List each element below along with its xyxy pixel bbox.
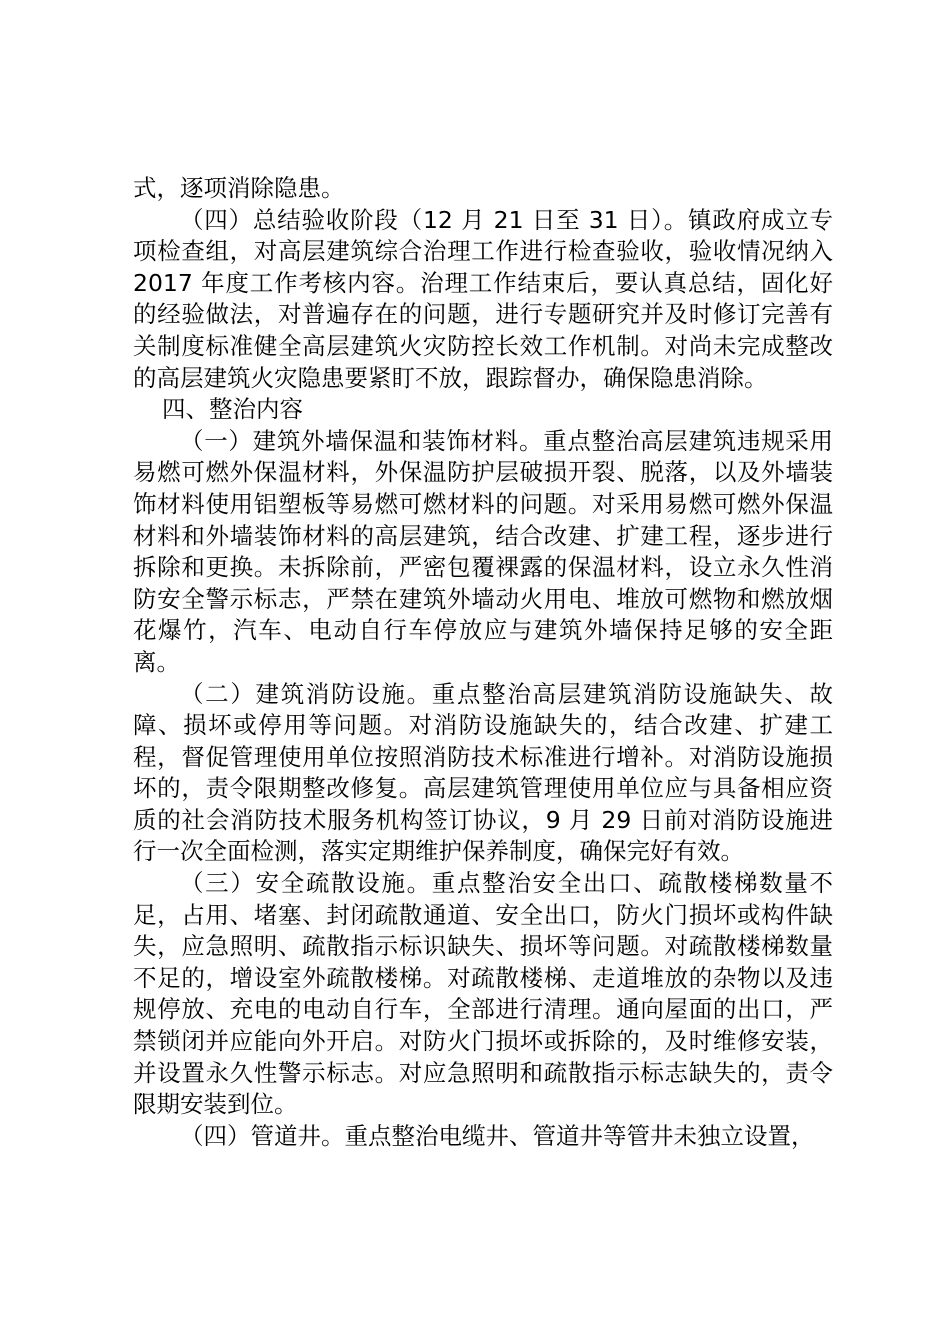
paragraph-continuation: 式，逐项消除隐患。 <box>133 174 345 202</box>
paragraph-pipe-shafts: （四）管道井。重点整治电缆井、管道井等管井未独立设置， <box>180 1121 815 1150</box>
document-body <box>133 173 833 1152</box>
paragraph-fire-protection-facilities: （二）建筑消防设施。重点整治高层建筑消防设施缺失、故障、损坏或停用等问题。对消防设施缺失的，结合改建、扩建工程，督促管理使用单位按照消防技术标准进行增补。对消防设施损坏的，责令限期整改修复。高层建筑管理使用单位应与具备相应资质的社会消防技术服务机构签订协议，9 月 29 日前对消防设施进行一次全面检测，落实定期维护保养制度，确保完好有效。 <box>133 679 833 866</box>
paragraph-evacuation-facilities: （三）安全疏散设施。重点整治安全出口、疏散楼梯数量不足，占用、堵塞、封闭疏散通道、安全出口，防火门损坏或构件缺失，应急照明、疏散指示标识缺失、损坏等问题。对疏散楼梯数量不足的，增设室外疏散楼梯。对疏散楼梯、走道堆放的杂物以及违规停放、充电的电动自行车，全部进行清理。通向屋面的出口，严禁锁闭并应能向外开启。对防火门损坏或拆除的，及时维修安装，并设置永久性警示标志。对应急照明和疏散指示标志缺失的，责令限期安装到位。 <box>133 869 833 1119</box>
paragraph-exterior-wall-materials: （一）建筑外墙保温和装饰材料。重点整治高层建筑违规采用易燃可燃外保温材料，外保温防护层破损开裂、脱落，以及外墙装饰材料使用铝塑板等易燃可燃材料的问题。对采用易燃可燃外保温材料和外墙装饰材料的高层建筑，结合改建、扩建工程，逐步进行拆除和更换。未拆除前，严密包覆裸露的保温材料，设立永久性消防安全警示标志，严禁在建筑外墙动火用电、堆放可燃物和燃放烟花爆竹，汽车、电动自行车停放应与建筑外墙保持足够的安全距离。 <box>133 426 833 676</box>
paragraph-summary-acceptance-stage: （四）总结验收阶段（12 月 21 日至 31 日）。镇政府成立专项检查组，对高层建筑综合治理工作进行检查验收，验收情况纳入 2017 年度工作考核内容。治理工作结束后，要认真总结，固化好的经验做法，对普遍存在的问题，进行专题研究并及时修订完善有关制度标准健全高层建筑火灾防控长效工作机制。对尚未完成整改的高层建筑火灾隐患要紧盯不放，跟踪督办，确保隐患消除。 <box>133 205 833 392</box>
section-heading-rectification-content: 四、整治内容 <box>162 395 303 424</box>
